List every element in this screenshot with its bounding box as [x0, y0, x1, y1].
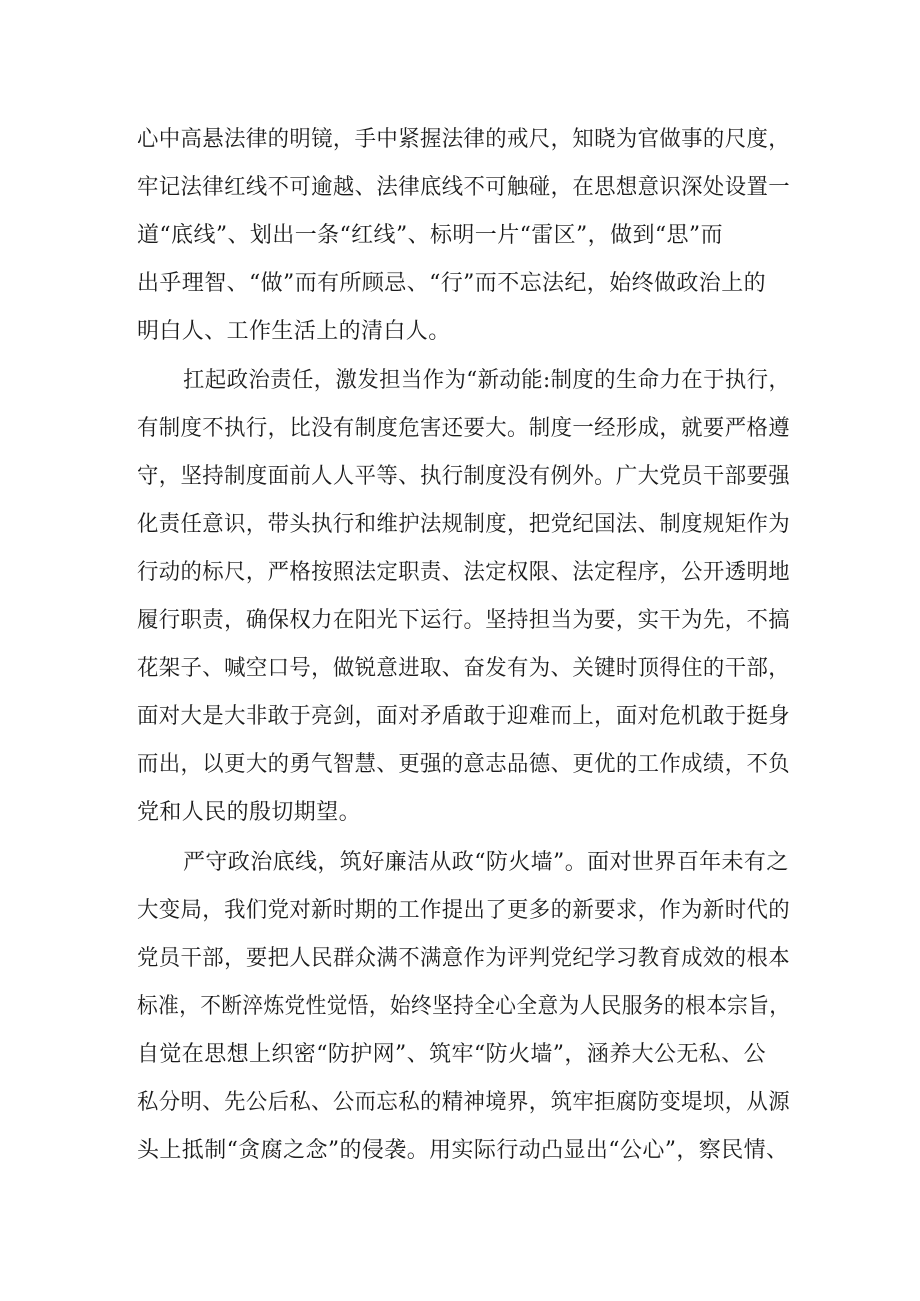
text-line: 守，坚持制度面前人人平等、执行制度没有例外。广大党员干部要强 [137, 464, 791, 489]
text-line: 履行职责，确保权力在阳光下运行。坚持担当为要，实干为先，不搞 [137, 608, 791, 633]
text-line: 心中高悬法律的明镜，手中紧握法律的戒尺，知晓为官做事的尺度， [137, 127, 791, 152]
text-line: 党员干部，要把人民群众满不满意作为评判党纪学习教育成效的根本 [137, 946, 791, 971]
text-line: 扛起政治责任，激发担当作为“新动能:制度的生命力在于执行， [183, 368, 791, 393]
text-line: 明白人、工作生活上的清白人。 [137, 319, 451, 344]
text-line: 严守政治底线，筑好廉洁从政“防火墙”。面对世界百年未有之 [183, 850, 789, 875]
text-line: 化责任意识，带头执行和维护法规制度，把党纪国法、制度规矩作为 [137, 512, 791, 537]
text-line: 头上抵制“贪腐之念”的侵袭。用实际行动凸显出“公心”，察民情、 [137, 1138, 789, 1163]
text-line: 道“底线”、划出一条“红线”、标明一片“雷区”，做到“思”而 [137, 223, 723, 248]
text-line: 面对大是大非敢于亮剑，面对矛盾敢于迎难而上，面对危机敢于挺身 [137, 704, 791, 729]
text-line: 有制度不执行，比没有制度危害还要大。制度一经形成，就要严格遵 [137, 416, 791, 441]
text-line: 牢记法律红线不可逾越、法律底线不可触碰，在思想意识深处设置一 [137, 175, 791, 200]
text-line: 自觉在思想上织密“防护网”、筑牢“防火墙”，涵养大公无私、公 [137, 1042, 766, 1067]
text-line: 出乎理智、“做”而有所顾忌、“行”而不忘法纪，始终做政治上的 [137, 271, 766, 296]
text-line: 党和人民的殷切期望。 [137, 800, 362, 825]
text-line: 而出，以更大的勇气智慧、更强的意志品德、更优的工作成绩，不负 [137, 752, 791, 777]
text-line: 行动的标尺，严格按照法定职责、法定权限、法定程序，公开透明地 [137, 560, 791, 585]
text-line: 标准，不断淬炼党性觉悟，始终坚持全心全意为人民服务的根本宗旨， [137, 994, 791, 1019]
text-line: 私分明、先公后私、公而忘私的精神境界，筑牢拒腐防变堤坝，从源 [137, 1090, 791, 1115]
text-line: 大变局，我们党对新时期的工作提出了更多的新要求，作为新时代的 [137, 898, 791, 923]
text-line: 花架子、喊空口号，做锐意进取、奋发有为、关键时顶得住的干部， [137, 656, 791, 681]
